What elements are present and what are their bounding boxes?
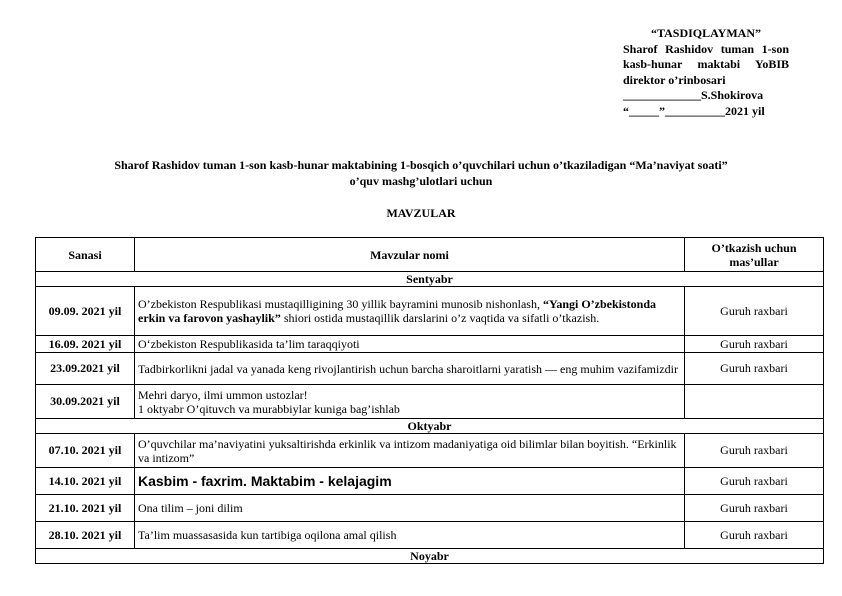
approval-heading: “TASDIQLAYMAN” bbox=[650, 26, 761, 40]
table-row bbox=[36, 287, 824, 336]
month-row bbox=[36, 549, 824, 564]
topic-cell: O‘zbekiston Respublikasida ta’lim taraqqiyoti bbox=[135, 336, 685, 353]
table-row bbox=[36, 385, 824, 419]
table-row bbox=[36, 336, 824, 353]
date-cell: 07.10. 2021 yil bbox=[36, 434, 135, 468]
table-row bbox=[36, 522, 824, 549]
topic-cell bbox=[135, 468, 685, 495]
approval-block bbox=[623, 26, 789, 119]
document-title-line: o’quv mashg’ulotlari uchun bbox=[349, 174, 493, 188]
topic-cell: O’quvchilar ma’naviyatini yuksaltirishda erkinlik va intizom madaniyatiga oid bilimlar bilan boyitish. “Erkinlik va intizom” bbox=[135, 434, 685, 468]
column-header-responsible: O’tkazish uchun mas’ullar bbox=[685, 238, 824, 272]
date-cell: 14.10. 2021 yil bbox=[36, 468, 135, 495]
month-row bbox=[36, 419, 824, 434]
topic-text: Kasbim - faxrim. Maktabim - kelajagim bbox=[138, 472, 392, 489]
approval-line: direktor o’rinbosari bbox=[623, 72, 726, 87]
responsible-cell: Guruh raxbari bbox=[685, 353, 824, 385]
table-row bbox=[36, 495, 824, 522]
schedule-table bbox=[35, 237, 824, 564]
month-row bbox=[36, 272, 824, 287]
approval-signature-line: _____________S.Shokirova bbox=[623, 88, 764, 102]
topic-cell bbox=[135, 287, 685, 336]
approval-line: Sharof Rashidov tuman 1-son bbox=[623, 41, 789, 56]
date-cell: 21.10. 2021 yil bbox=[36, 495, 135, 522]
document-title bbox=[30, 157, 812, 189]
table-header-row bbox=[36, 238, 824, 272]
topic-text: O’zbekiston Respublikasi mustaqilligining 30 yillik bayramini munosib nishonlash, bbox=[138, 297, 543, 311]
topic-line: 1 oktyabr O’qituvch va murabbiylar kuniga bag’ishlab bbox=[138, 401, 400, 416]
responsible-cell: Guruh raxbari bbox=[685, 522, 824, 549]
column-header-date: Sanasi bbox=[36, 238, 135, 272]
topic-text: shiori ostida mustaqillik darslarini o’z vaqtida va sifatli o’tkazish. bbox=[280, 311, 600, 325]
month-label: Oktyabr bbox=[36, 419, 824, 434]
responsible-cell bbox=[685, 385, 824, 419]
responsible-cell: Guruh raxbari bbox=[685, 287, 824, 336]
date-cell: 28.10. 2021 yil bbox=[36, 522, 135, 549]
responsible-cell: Guruh raxbari bbox=[685, 336, 824, 353]
approval-date-line: “_____”__________2021 yil bbox=[623, 103, 765, 118]
responsible-cell: Guruh raxbari bbox=[685, 495, 824, 522]
month-label: Noyabr bbox=[36, 549, 824, 564]
date-cell: 30.09.2021 yil bbox=[36, 385, 135, 419]
table-row bbox=[36, 434, 824, 468]
table-row bbox=[36, 468, 824, 495]
date-cell: 16.09. 2021 yil bbox=[36, 336, 135, 353]
topic-cell: Ona tilim – joni dilim bbox=[135, 495, 685, 522]
topic-line: Mehri daryo, ilmi ummon ustozlar! bbox=[138, 387, 308, 402]
topic-slogan: “Yangi O’zbekistonda erkin va farovon yashaylik” bbox=[138, 297, 657, 325]
date-cell: 09.09. 2021 yil bbox=[36, 287, 135, 336]
date-cell: 23.09.2021 yil bbox=[36, 353, 135, 385]
responsible-cell: Guruh raxbari bbox=[685, 434, 824, 468]
document-title-line: Sharof Rashidov tuman 1-son kasb-hunar maktabining 1-bosqich o’quvchilari uchun o’tkaziladigan “Ma’naviyat soati” bbox=[114, 158, 728, 172]
month-label: Sentyabr bbox=[36, 272, 824, 287]
column-header-topic: Mavzular nomi bbox=[135, 238, 685, 272]
approval-line: kasb-hunar maktabi YoBIB bbox=[623, 57, 789, 71]
responsible-cell: Guruh raxbari bbox=[685, 468, 824, 495]
topic-cell: Ta’lim muassasasida kun tartibiga oqilona amal qilish bbox=[135, 522, 685, 549]
topic-cell: Tadbirkorlikni jadal va yanada keng rivojlantirish uchun barcha sharoitlarni yaratish — eng muhim vazifamizdir bbox=[135, 353, 685, 385]
section-heading: MAVZULAR bbox=[386, 206, 456, 220]
topic-cell bbox=[135, 385, 685, 419]
table-row bbox=[36, 353, 824, 385]
